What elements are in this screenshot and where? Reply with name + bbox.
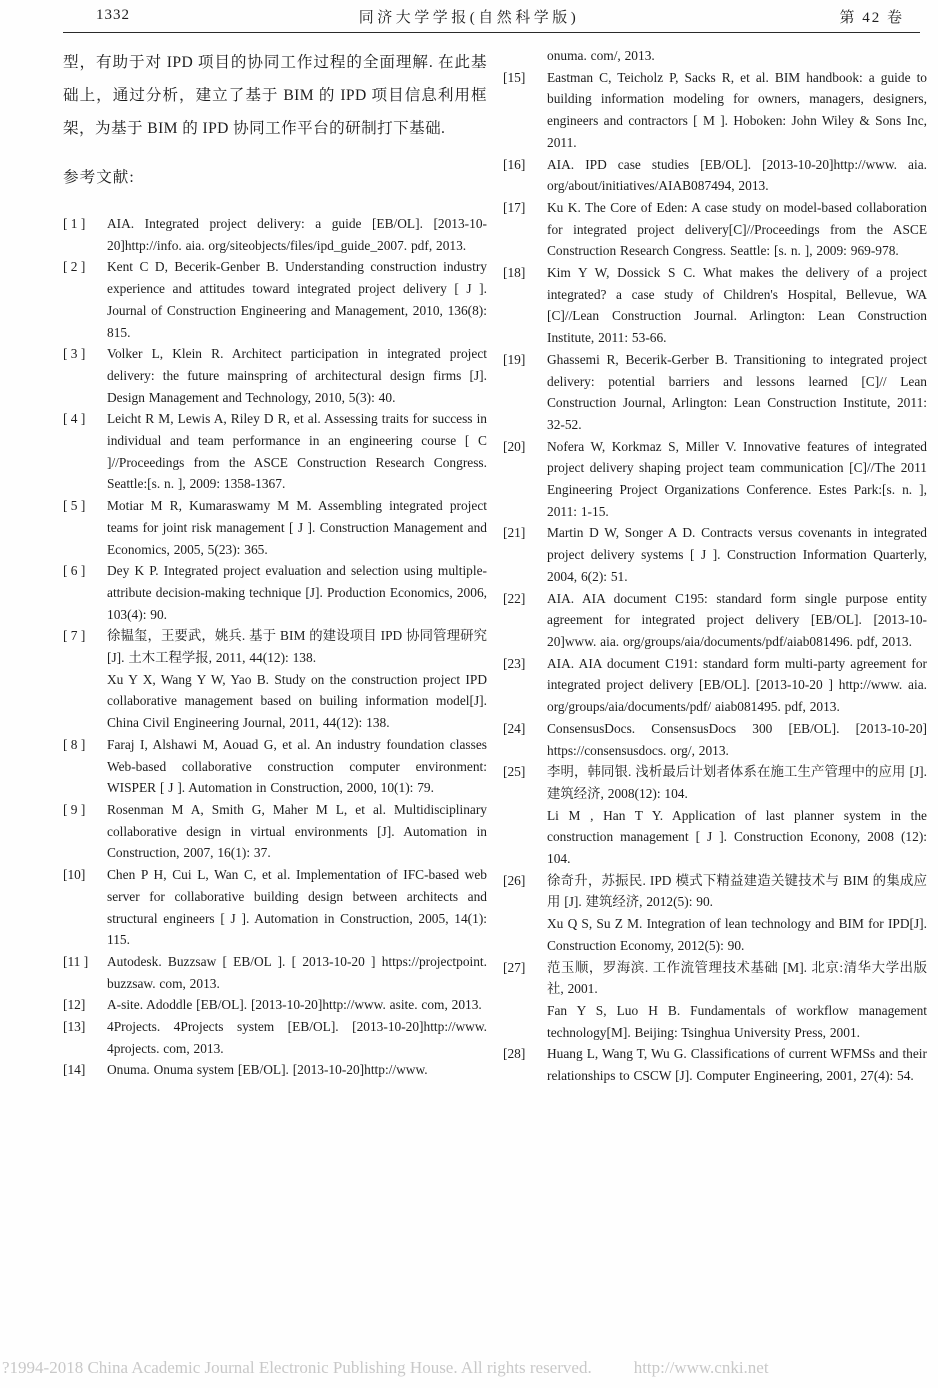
reference-number: [15] [503, 69, 526, 85]
reference-number: [12] [63, 997, 86, 1013]
reference-text: Kim Y W, Dossick S C. What makes the delivery of a project integrated? a case study of Children's Hospital, Bellevue, WA [C]//Lean Construction Journal. Arlington: Lean Construction Institute, 2011: 53-66. [547, 265, 927, 346]
reference-number: [21] [503, 525, 526, 541]
reference-body [107, 625, 487, 734]
reference-number: [ 9 ] [63, 801, 86, 817]
reference-number: [ 7 ] [63, 628, 86, 644]
reference-body [547, 45, 927, 67]
reference-text: Eastman C, Teicholz P, Sacks R, et al. BIM handbook: a guide to building information modeling for owners, managers, designers, engineers and contractors [ M ]. Hoboken: John Wiley & Sons Inc, 2011. [547, 69, 927, 150]
references-heading: 参考文献: [63, 169, 135, 186]
reference-body [547, 718, 927, 761]
reference-item [503, 957, 927, 1044]
right-column [503, 45, 927, 1087]
reference-body [547, 154, 927, 197]
reference-text: Faraj I, Alshawi M, Aouad G, et al. An industry foundation classes Web-based collaborative construction computer environment: WISPER [ J ]. Automation in Construction, 2000, 10(1): 79. [107, 736, 487, 796]
reference-body [107, 1016, 487, 1059]
reference-number: [ 1 ] [63, 216, 86, 231]
reference-number: [20] [503, 438, 526, 454]
reference-item [63, 408, 487, 495]
reference-item [63, 994, 487, 1016]
reference-text: Autodesk. Buzzsaw [ EB/OL ]. [ 2013-10-20 ] https://projectpoint. buzzsaw. com, 2013. [107, 953, 487, 991]
left-column [63, 45, 487, 1087]
reference-text: Kent C D, Becerik-Genber B. Understanding construction industry experience and attitudes toward integrated project delivery [ J ]. Journal of Construction Engineering and Management, 2010, 136(8): 815. [107, 259, 487, 340]
reference-item [503, 349, 927, 436]
reference-body [107, 1059, 487, 1081]
reference-body [547, 522, 927, 587]
reference-text: AIA. Integrated project delivery: a guide [EB/OL]. [2013-10-20]http://info. aia. org/siteobjects/files/ipd_guide_2007. pdf, 2013. [107, 216, 487, 253]
reference-item [503, 653, 927, 718]
reference-body [107, 799, 487, 864]
watermark-text: ?1994-2018 China Academic Journal Electronic Publishing House. All rights reserved. [2, 1358, 592, 1377]
reference-number: [23] [503, 655, 526, 671]
reference-body [107, 951, 487, 994]
reference-item [63, 1059, 487, 1081]
reference-number: [22] [503, 590, 526, 606]
reference-text: Ghassemi R, Becerik-Gerber B. Transitioning to integrated project delivery: potential barriers and lessons learned [C]// Lean Construction Journal, Arlington: Lean Construction Institute, 2011: 32-52. [547, 351, 927, 432]
reference-body [107, 343, 487, 408]
header-rule [63, 32, 920, 33]
reference-number: [16] [503, 156, 526, 172]
reference-item [63, 625, 487, 734]
reference-text: onuma. com/, 2013. [547, 48, 655, 63]
reference-text: 李明，韩同银. 浅析最后计划者体系在施工生产管理中的应用 [J]. 建筑经济, 2008(12): 104. [547, 764, 927, 801]
reference-body [547, 262, 927, 349]
journal-title: 同济大学学报(自然科学版) [358, 10, 580, 26]
reference-text: Fan Y S, Luo H B. Fundamentals of workflow management technology[M]. Beijing: Tsinghua University Press, 2001. [547, 1002, 927, 1040]
reference-number: [14] [63, 1062, 86, 1078]
reference-body [547, 436, 927, 523]
reference-item [63, 799, 487, 864]
reference-item [503, 436, 927, 523]
reference-body [107, 864, 487, 951]
reference-number: [19] [503, 351, 526, 367]
reference-text: Motiar M R, Kumaraswamy M M. Assembling integrated project teams for joint risk management [ J ]. Construction Management and Economics, 2005, 5(23): 365. [107, 498, 487, 557]
reference-body [107, 408, 487, 495]
reference-body [547, 67, 927, 154]
reference-number: [25] [503, 764, 526, 780]
reference-text: 徐韫玺，王要武，姚兵. 基于 BIM 的建设项目 IPD 协同管理研究 [J]. 土木工程学报, 2011, 44(12): 138. [107, 628, 487, 666]
reference-item [503, 67, 927, 154]
reference-item [503, 1043, 927, 1086]
volume-label: 第 42 卷 [839, 10, 904, 26]
reference-item [503, 588, 927, 653]
reference-text: 范玉顺，罗海滨. 工作流管理技术基础 [M]. 北京:清华大学出版社, 2001. [547, 959, 927, 997]
reference-body [107, 734, 487, 799]
reference-number: [ 2 ] [63, 259, 86, 275]
reference-item [503, 761, 927, 870]
reference-number: [ 4 ] [63, 411, 86, 427]
reference-text: Dey K P. Integrated project evaluation and selection using multiple-attribute decision-making technique [J]. Production Economics, 2006, 103(4): 90. [107, 563, 487, 622]
reference-number [503, 45, 547, 67]
reference-item [503, 262, 927, 349]
reference-number: [17] [503, 199, 526, 215]
reference-body [107, 256, 487, 343]
reference-text: Leicht R M, Lewis A, Riley D R, et al. Assessing traits for success in individual and team performance in an engineering course [ C ]//Proceedings from the ASCE Construction Research Congress. Seattle:[s. n. ], 2009: 1358-1367. [107, 411, 487, 492]
reference-item [63, 734, 487, 799]
reference-text: Xu Q S, Su Z M. Integration of lean technology and BIM for IPD[J]. Construction Economy, 2012(5): 90. [547, 916, 927, 953]
reference-body [107, 213, 487, 256]
reference-body [547, 349, 927, 436]
reference-body [107, 560, 487, 625]
page-footer [2, 1358, 769, 1378]
reference-text: AIA. AIA document C195: standard form single purpose entity agreement for integrated project delivery [EB/OL]. [2013-10-20]www. aia. org/groups/aia/documents/pdf/aiab081496. pdf, 2013. [547, 590, 927, 649]
reference-text: Li M , Han T Y. Application of last planner system in the construction management [ J ]. Construction Econony, 2008 (12): 104. [547, 807, 927, 867]
reference-body [547, 197, 927, 262]
reference-number: [24] [503, 720, 526, 736]
reference-text: Nofera W, Korkmaz S, Miller V. Innovative features of integrated project delivery shaping project team communication [C]//The 2011 Engineering Project Organizations Conference. Estes Park:[s. n. ], 2011: 1-15. [547, 438, 927, 519]
reference-item [63, 1016, 487, 1059]
reference-item [503, 154, 927, 197]
reference-item [63, 256, 487, 343]
reference-text: Chen P H, Cui L, Wan C, et al. Implementation of IFC-based web server for collaborative building design between architects and structural engineers [ J ]. Automation in Construction, 2005, 14(1): 115. [107, 867, 487, 948]
reference-item [63, 343, 487, 408]
reference-text: ConsensusDocs. ConsensusDocs 300 [EB/OL]. [2013-10-20] https://consensusdocs. org/, 2013. [547, 720, 927, 758]
reference-number: [27] [503, 959, 526, 975]
reference-text: Ku K. The Core of Eden: A case study on model-based collaboration for integrated project delivery[C]//Proceedings from the ASCE Construction Research Congress. Seattle: [s. n. ], 2009: 969-978. [547, 199, 927, 259]
two-column-body [0, 45, 938, 1087]
reference-text: 4Projects. 4Projects system [EB/OL]. [2013-10-20]http://www. 4projects. com, 2013. [107, 1019, 487, 1056]
reference-body [547, 588, 927, 653]
reference-text: A-site. Adoddle [EB/OL]. [2013-10-20]http://www. asite. com, 2013. [107, 997, 482, 1013]
references-list-right [503, 45, 927, 1087]
reference-text: Volker L, Klein R. Architect participation in integrated project delivery: the future mainspring of architectural design firms [J]. Design Management and Technology, 2010, 5(3): 40. [107, 346, 487, 405]
reference-number: [11 ] [63, 953, 89, 969]
reference-item [63, 951, 487, 994]
reference-number: [ 6 ] [63, 563, 86, 579]
reference-text: Onuma. Onuma system [EB/OL]. [2013-10-20]http://www. [107, 1062, 428, 1078]
reference-number: [ 5 ] [63, 498, 86, 514]
reference-text: AIA. AIA document C191: standard form multi-party agreement for integrated project delivery [EB/OL]. [2013-10-20 ] http://www. aia. org/groups/aia/documents/pdf/ aiab081495. pdf, 2013. [547, 655, 927, 715]
reference-item [63, 213, 487, 256]
reference-number: [10] [63, 867, 86, 883]
reference-number: [18] [503, 265, 526, 281]
reference-body [107, 994, 487, 1016]
reference-body [547, 1043, 927, 1086]
page-header [0, 0, 938, 32]
reference-body [547, 761, 927, 870]
reference-text: AIA. IPD case studies [EB/OL]. [2013-10-20]http://www. aia. org/about/initiatives/AIAB087494, 2013. [547, 156, 927, 194]
reference-item [503, 45, 927, 67]
reference-item [503, 522, 927, 587]
reference-body [547, 653, 927, 718]
references-list-left [63, 213, 487, 1081]
reference-body [107, 495, 487, 560]
reference-text: Rosenman M A, Smith G, Maher M L, et al. Multidisciplinary collaborative design in virtual environments [J]. Automation in Construction, 2007, 16(1): 37. [107, 801, 487, 861]
reference-body [547, 957, 927, 1044]
reference-number: [26] [503, 872, 526, 888]
watermark-url: http://www.cnki.net [633, 1358, 769, 1377]
reference-item [503, 197, 927, 262]
reference-item [503, 870, 927, 957]
closing-paragraph: 型，有助于对 IPD 项目的协同工作过程的全面理解. 在此基础上，通过分析，建立了基于 BIM 的 IPD 项目信息利用框架，为基于 BIM 的 IPD 协同工作平台的研制打下基础. [63, 54, 487, 137]
reference-number: [ 3 ] [63, 346, 86, 362]
reference-text: 徐奇升，苏振民. IPD 模式下精益建造关键技术与 BIM 的集成应用 [J]. 建筑经济, 2012(5): 90. [547, 872, 927, 910]
reference-number: [ 8 ] [63, 736, 86, 752]
reference-number: [13] [63, 1019, 86, 1035]
reference-text: Martin D W, Songer A D. Contracts versus covenants in integrated project delivery systems [ J ]. Construction Information Quarterly, 2004, 6(2): 51. [547, 525, 927, 584]
reference-item [503, 718, 927, 761]
reference-text: Xu Y X, Wang Y W, Yao B. Study on the construction project IPD collaborative management based on builing information model[J]. China Civil Engineering Journal, 2011, 44(12): 138. [107, 671, 487, 731]
page-number: 1332 [96, 7, 130, 23]
reference-body [547, 870, 927, 957]
reference-item [63, 864, 487, 951]
reference-text: Huang L, Wang T, Wu G. Classifications of current WFMSs and their relationships to CSCW [J]. Computer Engineering, 2001, 27(4): 54. [547, 1046, 927, 1084]
reference-number: [28] [503, 1046, 526, 1062]
reference-item [63, 560, 487, 625]
reference-item [63, 495, 487, 560]
